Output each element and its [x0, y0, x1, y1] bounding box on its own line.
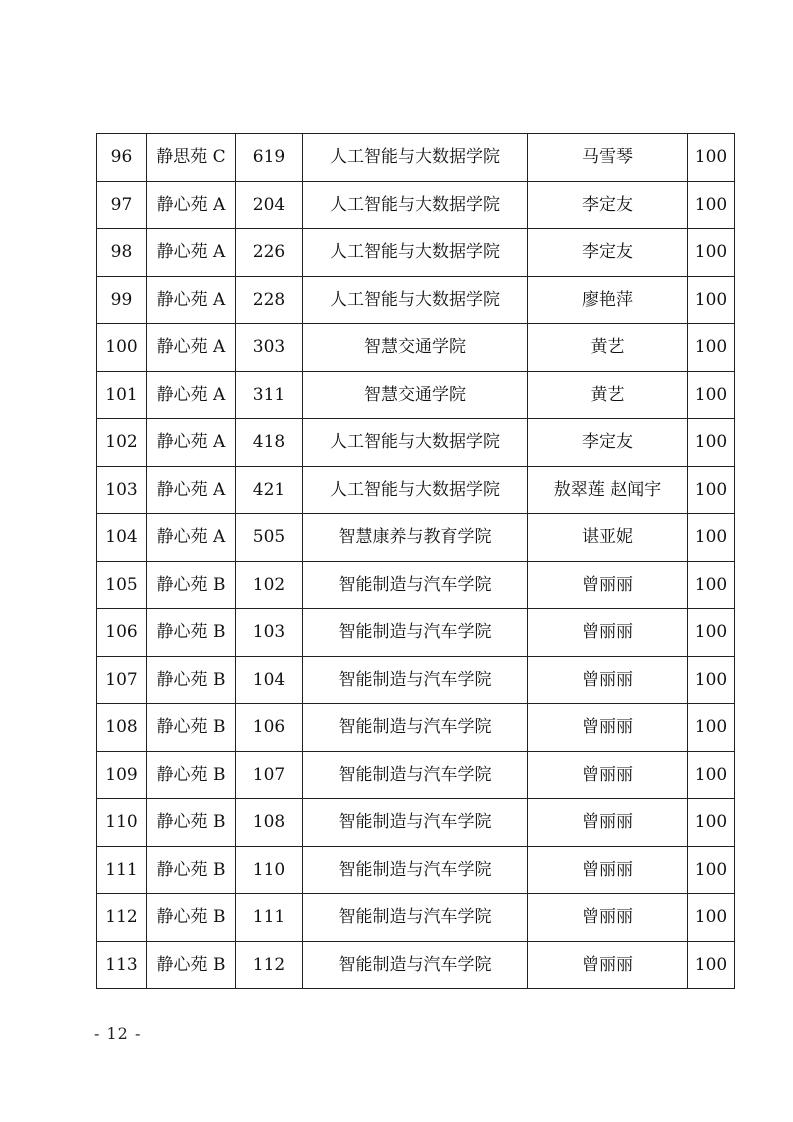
building-cell: 静心苑 B [147, 656, 236, 704]
college-cell: 人工智能与大数据学院 [303, 419, 528, 467]
counselor-cell: 敖翠莲 赵闻宇 [528, 466, 688, 514]
college-cell: 智能制造与汽车学院 [303, 704, 528, 752]
seq-number-cell: 107 [97, 656, 147, 704]
room-number-cell: 505 [236, 514, 303, 562]
table-row [97, 894, 735, 942]
counselor-cell: 李定友 [528, 181, 688, 229]
table-row [97, 371, 735, 419]
college-cell: 人工智能与大数据学院 [303, 276, 528, 324]
table-row [97, 941, 735, 989]
seq-number-cell: 104 [97, 514, 147, 562]
seq-number-cell: 110 [97, 799, 147, 847]
college-cell: 智能制造与汽车学院 [303, 609, 528, 657]
counselor-cell: 曾丽丽 [528, 799, 688, 847]
room-number-cell: 204 [236, 181, 303, 229]
college-cell: 人工智能与大数据学院 [303, 181, 528, 229]
score-cell: 100 [688, 941, 735, 989]
seq-number-cell: 98 [97, 229, 147, 277]
score-cell: 100 [688, 229, 735, 277]
room-number-cell: 102 [236, 561, 303, 609]
building-cell: 静心苑 B [147, 894, 236, 942]
counselor-cell: 曾丽丽 [528, 894, 688, 942]
score-cell: 100 [688, 324, 735, 372]
page-number: - 12 - [94, 1024, 142, 1043]
counselor-cell: 曾丽丽 [528, 704, 688, 752]
room-number-cell: 104 [236, 656, 303, 704]
room-number-cell: 311 [236, 371, 303, 419]
table-row [97, 181, 735, 229]
room-number-cell: 303 [236, 324, 303, 372]
score-cell: 100 [688, 561, 735, 609]
room-number-cell: 228 [236, 276, 303, 324]
seq-number-cell: 109 [97, 751, 147, 799]
score-cell: 100 [688, 894, 735, 942]
score-cell: 100 [688, 609, 735, 657]
table-row [97, 229, 735, 277]
room-number-cell: 418 [236, 419, 303, 467]
table-row [97, 419, 735, 467]
table-row [97, 514, 735, 562]
building-cell: 静心苑 B [147, 609, 236, 657]
score-cell: 100 [688, 419, 735, 467]
counselor-cell: 黄艺 [528, 324, 688, 372]
seq-number-cell: 102 [97, 419, 147, 467]
table-body [97, 134, 735, 989]
table-row [97, 134, 735, 182]
building-cell: 静心苑 B [147, 799, 236, 847]
score-cell: 100 [688, 181, 735, 229]
building-cell: 静思苑 C [147, 134, 236, 182]
room-number-cell: 111 [236, 894, 303, 942]
seq-number-cell: 103 [97, 466, 147, 514]
seq-number-cell: 97 [97, 181, 147, 229]
score-cell: 100 [688, 704, 735, 752]
counselor-cell: 廖艳萍 [528, 276, 688, 324]
counselor-cell: 曾丽丽 [528, 846, 688, 894]
seq-number-cell: 113 [97, 941, 147, 989]
building-cell: 静心苑 B [147, 561, 236, 609]
room-number-cell: 103 [236, 609, 303, 657]
college-cell: 人工智能与大数据学院 [303, 229, 528, 277]
table-row [97, 799, 735, 847]
score-cell: 100 [688, 466, 735, 514]
building-cell: 静心苑 A [147, 514, 236, 562]
score-cell: 100 [688, 656, 735, 704]
seq-number-cell: 96 [97, 134, 147, 182]
building-cell: 静心苑 A [147, 181, 236, 229]
seq-number-cell: 99 [97, 276, 147, 324]
room-number-cell: 226 [236, 229, 303, 277]
seq-number-cell: 108 [97, 704, 147, 752]
seq-number-cell: 105 [97, 561, 147, 609]
college-cell: 人工智能与大数据学院 [303, 134, 528, 182]
score-cell: 100 [688, 371, 735, 419]
score-cell: 100 [688, 846, 735, 894]
college-cell: 智慧康养与教育学院 [303, 514, 528, 562]
counselor-cell: 李定友 [528, 229, 688, 277]
building-cell: 静心苑 B [147, 846, 236, 894]
table-row [97, 751, 735, 799]
score-cell: 100 [688, 799, 735, 847]
seq-number-cell: 106 [97, 609, 147, 657]
building-cell: 静心苑 A [147, 276, 236, 324]
counselor-cell: 黄艺 [528, 371, 688, 419]
room-number-cell: 421 [236, 466, 303, 514]
table-row [97, 276, 735, 324]
college-cell: 智能制造与汽车学院 [303, 561, 528, 609]
college-cell: 智能制造与汽车学院 [303, 941, 528, 989]
counselor-cell: 马雪琴 [528, 134, 688, 182]
counselor-cell: 曾丽丽 [528, 609, 688, 657]
building-cell: 静心苑 A [147, 229, 236, 277]
table-row [97, 561, 735, 609]
counselor-cell: 曾丽丽 [528, 561, 688, 609]
building-cell: 静心苑 B [147, 751, 236, 799]
building-cell: 静心苑 A [147, 466, 236, 514]
building-cell: 静心苑 A [147, 419, 236, 467]
college-cell: 智能制造与汽车学院 [303, 846, 528, 894]
room-number-cell: 106 [236, 704, 303, 752]
college-cell: 智能制造与汽车学院 [303, 656, 528, 704]
counselor-cell: 曾丽丽 [528, 751, 688, 799]
score-cell: 100 [688, 276, 735, 324]
college-cell: 智能制造与汽车学院 [303, 894, 528, 942]
table-row [97, 609, 735, 657]
seq-number-cell: 100 [97, 324, 147, 372]
room-number-cell: 112 [236, 941, 303, 989]
college-cell: 智能制造与汽车学院 [303, 751, 528, 799]
table-row [97, 656, 735, 704]
table-row [97, 846, 735, 894]
building-cell: 静心苑 A [147, 324, 236, 372]
seq-number-cell: 112 [97, 894, 147, 942]
counselor-cell: 曾丽丽 [528, 941, 688, 989]
score-cell: 100 [688, 134, 735, 182]
college-cell: 智能制造与汽车学院 [303, 799, 528, 847]
seq-number-cell: 101 [97, 371, 147, 419]
room-number-cell: 107 [236, 751, 303, 799]
college-cell: 智慧交通学院 [303, 371, 528, 419]
building-cell: 静心苑 A [147, 371, 236, 419]
counselor-cell: 曾丽丽 [528, 656, 688, 704]
table-row [97, 704, 735, 752]
building-cell: 静心苑 B [147, 941, 236, 989]
dormitory-score-table [96, 133, 735, 989]
counselor-cell: 谌亚妮 [528, 514, 688, 562]
seq-number-cell: 111 [97, 846, 147, 894]
room-number-cell: 110 [236, 846, 303, 894]
room-number-cell: 108 [236, 799, 303, 847]
college-cell: 人工智能与大数据学院 [303, 466, 528, 514]
table-row [97, 324, 735, 372]
table-row [97, 466, 735, 514]
score-cell: 100 [688, 514, 735, 562]
score-cell: 100 [688, 751, 735, 799]
counselor-cell: 李定友 [528, 419, 688, 467]
building-cell: 静心苑 B [147, 704, 236, 752]
college-cell: 智慧交通学院 [303, 324, 528, 372]
room-number-cell: 619 [236, 134, 303, 182]
